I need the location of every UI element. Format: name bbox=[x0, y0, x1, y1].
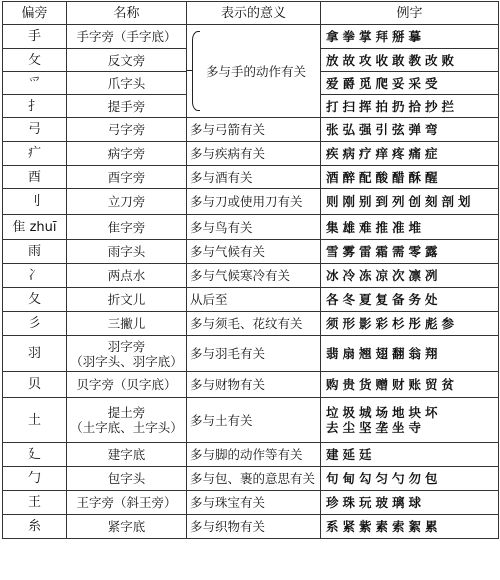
header-examples: 例字 bbox=[321, 2, 499, 25]
name-text: 折文儿 bbox=[107, 292, 146, 307]
meaning-cell: 多与弓箭有关 bbox=[187, 118, 321, 142]
radical-cell: 廴 bbox=[3, 443, 67, 467]
name-cell bbox=[67, 166, 187, 189]
table-header-row bbox=[3, 2, 499, 25]
examples-cell bbox=[321, 491, 499, 515]
meaning-cell: 多与珠宝有关 bbox=[187, 491, 321, 515]
examples-cell bbox=[321, 215, 499, 240]
table-body bbox=[3, 25, 499, 539]
meaning-cell: 从后至 bbox=[187, 288, 321, 312]
name-cell bbox=[67, 189, 187, 215]
name-cell bbox=[67, 95, 187, 118]
meaning-cell: 多与疾病有关 bbox=[187, 142, 321, 166]
examples-cell bbox=[321, 312, 499, 336]
table-row bbox=[3, 372, 499, 398]
example-characters: 则刚别到列创刻剖划 bbox=[326, 194, 475, 209]
name-cell bbox=[67, 49, 187, 72]
example-characters: 垃圾城场地块坏 bbox=[326, 405, 442, 420]
examples-cell bbox=[321, 166, 499, 189]
example-characters: 系紧紫素索絮累 bbox=[326, 519, 442, 534]
example-characters: 雪雾雷霜需零露 bbox=[326, 244, 442, 259]
name-cell bbox=[67, 372, 187, 398]
left-brace-icon bbox=[192, 31, 200, 111]
example-characters: 建延廷 bbox=[326, 447, 376, 462]
name-text: 隹字旁 bbox=[107, 219, 146, 235]
meaning-cell: 多与酒有关 bbox=[187, 166, 321, 189]
radical-cell: 糸 bbox=[3, 515, 67, 539]
table-row bbox=[3, 443, 499, 467]
examples-cell bbox=[321, 49, 499, 72]
examples-cell bbox=[321, 189, 499, 215]
radical-cell: 彡 bbox=[3, 312, 67, 336]
examples-cell bbox=[321, 25, 499, 49]
name-cell bbox=[67, 118, 187, 142]
examples-cell bbox=[321, 95, 499, 118]
example-characters: 去尘坚垄坐寺 bbox=[326, 420, 426, 435]
radical-cell: 刂 bbox=[3, 189, 67, 215]
example-characters: 珍珠玩玻璃球 bbox=[326, 495, 426, 510]
example-characters: 集雄难推准堆 bbox=[326, 219, 426, 235]
name-text: 贝字旁（贝字底） bbox=[76, 377, 177, 392]
example-characters: 翡扇翘翅翻翁翔 bbox=[326, 346, 442, 361]
examples-cell bbox=[321, 443, 499, 467]
name-cell bbox=[67, 240, 187, 264]
table-row bbox=[3, 166, 499, 189]
example-characters: 疾病疗痒疼痛症 bbox=[326, 146, 442, 161]
header-radical: 偏旁 bbox=[3, 2, 67, 25]
radical-cell: 雨 bbox=[3, 240, 67, 264]
table-row bbox=[3, 264, 499, 288]
name-text: 立刀旁 bbox=[107, 194, 146, 209]
name-cell bbox=[67, 515, 187, 539]
header-meaning: 表示的意义 bbox=[187, 2, 321, 25]
meaning-cell: 多与气候有关 bbox=[187, 240, 321, 264]
meaning-cell: 多与须毛、花纹有关 bbox=[187, 312, 321, 336]
example-characters: 购贵货赠财账贸贫 bbox=[326, 377, 459, 392]
radical-cell: 羽 bbox=[3, 336, 67, 372]
name-subtext: （土字底、土字头） bbox=[70, 420, 183, 435]
radical-cell: 王 bbox=[3, 491, 67, 515]
examples-cell bbox=[321, 264, 499, 288]
table-row bbox=[3, 288, 499, 312]
example-characters: 打扫挥拍扔拾抄拦 bbox=[326, 98, 459, 114]
example-characters: 拿拳掌拜掰摹 bbox=[326, 29, 426, 44]
name-text: 反文旁 bbox=[107, 52, 146, 68]
table-row bbox=[3, 240, 499, 264]
meaning-cell: 多与气候寒冷有关 bbox=[187, 264, 321, 288]
example-characters: 爱爵觅爬妥采受 bbox=[326, 75, 442, 91]
radical-cell: 酉 bbox=[3, 166, 67, 189]
header-name: 名称 bbox=[67, 2, 187, 25]
name-text: 酉字旁 bbox=[107, 169, 146, 185]
name-text: 提手旁 bbox=[107, 98, 146, 114]
name-text: 雨字头 bbox=[107, 244, 146, 259]
radical-cell: 夂 bbox=[3, 288, 67, 312]
table-row bbox=[3, 118, 499, 142]
radical-cell: 弓 bbox=[3, 118, 67, 142]
name-text: 弓字旁 bbox=[107, 122, 146, 137]
name-cell bbox=[67, 312, 187, 336]
name-cell bbox=[67, 288, 187, 312]
meaning-cell: 多与包、裹的意思有关 bbox=[187, 467, 321, 491]
meaning-cell: 多与鸟有关 bbox=[187, 215, 321, 240]
name-text: 建字底 bbox=[107, 447, 146, 462]
table-row bbox=[3, 467, 499, 491]
example-characters: 冰冷冻凉次凛冽 bbox=[326, 268, 442, 283]
meaning-cell: 多与羽毛有关 bbox=[187, 336, 321, 372]
example-characters: 须形影彩杉彤彪参 bbox=[326, 316, 459, 331]
hand-group-meaning-cell bbox=[187, 25, 321, 118]
name-text: 爪字头 bbox=[107, 75, 146, 91]
name-cell bbox=[67, 72, 187, 95]
examples-cell bbox=[321, 467, 499, 491]
name-cell bbox=[67, 491, 187, 515]
meaning-cell: 多与脚的动作等有关 bbox=[187, 443, 321, 467]
meaning-cell: 多与土有关 bbox=[187, 398, 321, 443]
radical-cell: 爫 bbox=[3, 72, 67, 95]
examples-cell bbox=[321, 142, 499, 166]
examples-cell bbox=[321, 288, 499, 312]
radical-cell: 攵 bbox=[3, 49, 67, 72]
name-cell bbox=[67, 264, 187, 288]
name-cell bbox=[67, 336, 187, 372]
name-cell bbox=[67, 25, 187, 49]
radical-cell: 扌 bbox=[3, 95, 67, 118]
meaning-cell: 多与刀或使用刀有关 bbox=[187, 189, 321, 215]
name-text: 病字旁 bbox=[107, 146, 146, 161]
example-characters: 句甸勾匀勺勿包 bbox=[326, 471, 442, 486]
name-text: 紧字底 bbox=[107, 519, 146, 534]
table-row bbox=[3, 142, 499, 166]
examples-cell bbox=[321, 336, 499, 372]
radical-cell: 土 bbox=[3, 398, 67, 443]
meaning-cell: 多与财物有关 bbox=[187, 372, 321, 398]
table-row bbox=[3, 25, 499, 49]
name-text: 提土旁 bbox=[107, 405, 146, 420]
radical-cell: 疒 bbox=[3, 142, 67, 166]
examples-cell bbox=[321, 118, 499, 142]
example-characters: 酒醉配酸醋酥醒 bbox=[326, 169, 442, 185]
examples-cell bbox=[321, 372, 499, 398]
name-cell bbox=[67, 142, 187, 166]
name-text: 包字头 bbox=[107, 471, 146, 486]
table-row bbox=[3, 312, 499, 336]
name-text: 两点水 bbox=[107, 268, 146, 283]
example-characters: 张弘强引弦弹弯 bbox=[326, 122, 442, 137]
table-row bbox=[3, 336, 499, 372]
example-characters: 各冬夏复备务处 bbox=[326, 292, 442, 307]
table-row bbox=[3, 515, 499, 539]
radical-cell: 勹 bbox=[3, 467, 67, 491]
examples-cell bbox=[321, 240, 499, 264]
table-row bbox=[3, 491, 499, 515]
name-text: 羽字旁 bbox=[107, 338, 146, 354]
examples-cell bbox=[321, 515, 499, 539]
name-subtext: （羽字头、羽字底） bbox=[70, 353, 183, 369]
meaning-cell: 多与织物有关 bbox=[187, 515, 321, 539]
hand-group-meaning-text: 多与手的动作有关 bbox=[206, 63, 307, 79]
table-row bbox=[3, 189, 499, 215]
name-cell bbox=[67, 398, 187, 443]
name-cell bbox=[67, 443, 187, 467]
radical-cell: 手 bbox=[3, 25, 67, 49]
examples-cell bbox=[321, 72, 499, 95]
name-text: 三撇儿 bbox=[107, 316, 146, 331]
name-text: 王字旁（斜王旁） bbox=[76, 495, 177, 510]
radical-cell: 冫 bbox=[3, 264, 67, 288]
name-cell bbox=[67, 467, 187, 491]
name-text: 手字旁（手字底） bbox=[76, 29, 177, 44]
radicals-table bbox=[2, 1, 499, 539]
table-row bbox=[3, 398, 499, 443]
table-row bbox=[3, 215, 499, 240]
radical-cell: 隹 zhuī bbox=[3, 215, 67, 240]
examples-cell bbox=[321, 398, 499, 443]
name-cell bbox=[67, 215, 187, 240]
example-characters: 放故攻收敢教改败 bbox=[326, 52, 459, 68]
radical-cell: 贝 bbox=[3, 372, 67, 398]
